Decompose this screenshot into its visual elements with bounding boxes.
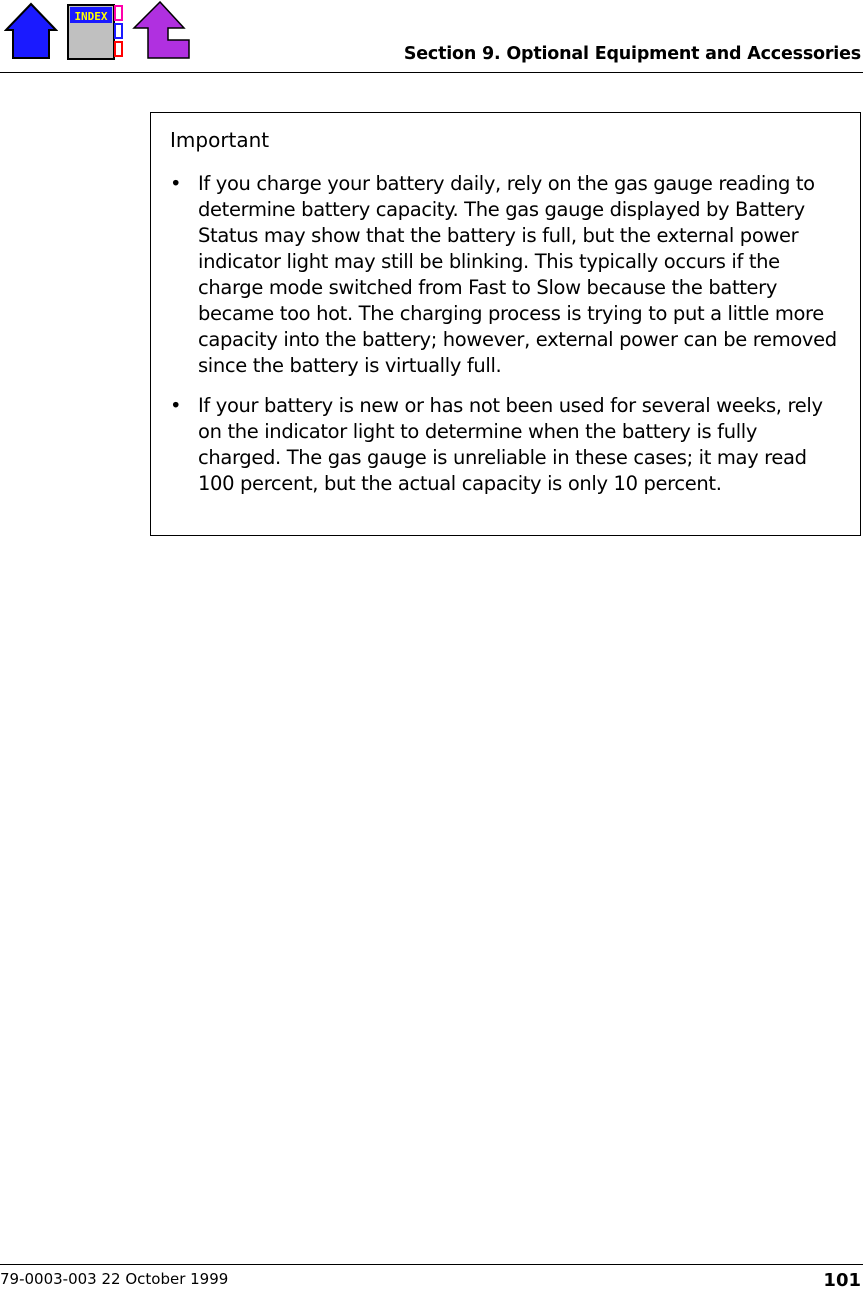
footer-divider [0,1264,863,1265]
home-icon[interactable] [4,0,58,60]
bullet-text: If your battery is new or has not been used for several weeks, rely on the indicator light to determine when the battery is fully charged. The gas gauge is unreliable in these cases; it may read 100 percent, but the actual capacity is only 10 percent. [198,394,823,495]
section-title: Section 9. Optional Equipment and Accessories [403,44,861,64]
important-note-box [150,112,861,536]
bullet-icon: • [170,394,182,417]
navigation-icons [4,0,194,62]
important-bullet-list [170,171,840,511]
page-number: 101 [823,1270,861,1291]
footer-document-info: 79-0003-003 22 October 1999 [0,1270,229,1288]
index-icon[interactable] [66,0,126,62]
list-item [170,393,840,497]
header-divider [0,72,863,73]
bullet-text: If you charge your battery daily, rely on the gas gauge reading to determine battery capacity. The gas gauge displayed by Battery Status may show that the battery is full, but the external power indicator light may still be blinking. This typically occurs if the charge mode switched from Fast to Slow because the battery became too hot. The charging process is trying to put a little more capacity into the battery; however, external power can be removed since the battery is virtually full. [198,172,837,377]
back-arrow-icon[interactable] [132,0,192,62]
list-item [170,171,840,379]
bullet-icon: • [170,172,182,195]
important-title: Important [170,128,270,152]
index-label: INDEX [74,10,108,23]
